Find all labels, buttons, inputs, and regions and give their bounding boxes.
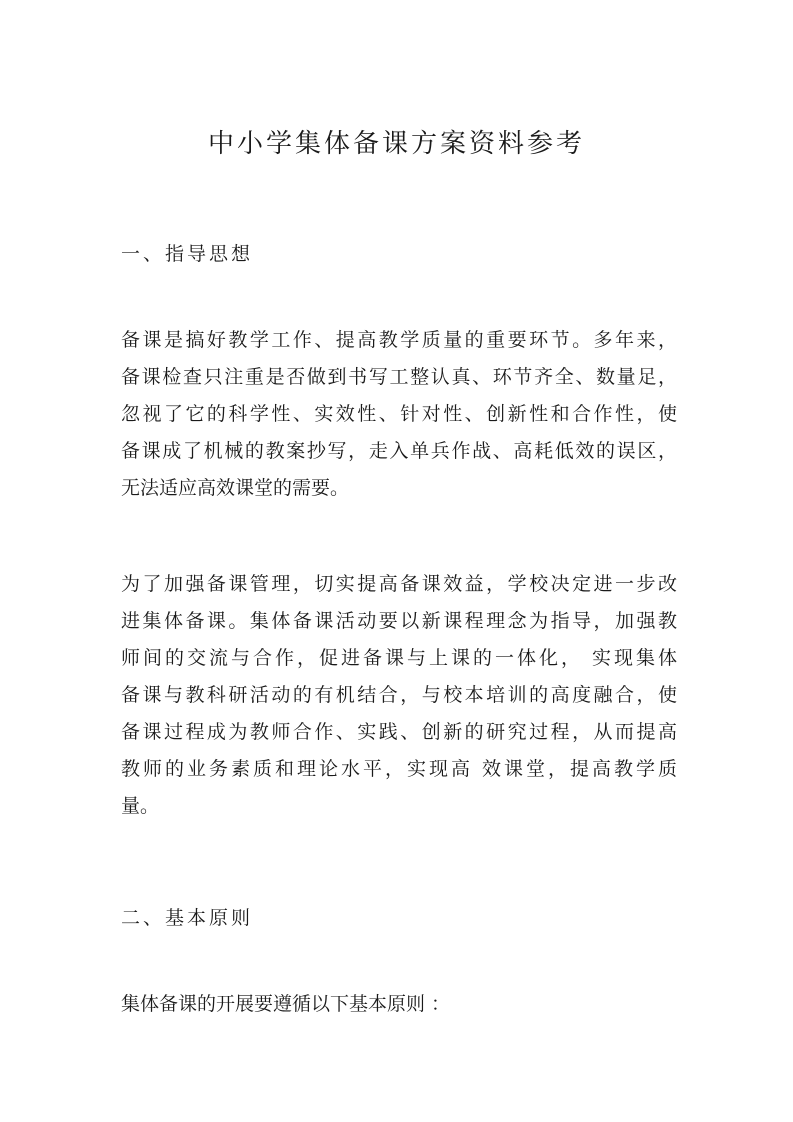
paragraph-line: 备课与教科研活动的有机结合，与校本培训的高度融合，使: [121, 684, 677, 706]
paragraph-line: 教师的业务素质和理论水平，实现高 效课堂，提高教学质: [121, 758, 677, 780]
paragraph-line: 备课过程成为教师合作、实践、创新的研究过程，从而提高: [121, 721, 677, 743]
paragraph-line: 备课是搞好教学工作、提高教学质量的重要环节。多年来，: [121, 329, 677, 351]
paragraph-importance-of-lesson-prep: [121, 322, 677, 507]
paragraph-line: 忽视了它的科学性、实效性、针对性、创新性和合作性，使: [121, 403, 677, 425]
section-heading-basic-principles: 二、基本原则: [121, 907, 254, 929]
paragraph-principles-intro: [121, 986, 677, 1023]
document-title: 中小学集体备课方案资料参考: [207, 129, 585, 159]
paragraph-line: 集体备课的开展要遵循以下基本原则 ：: [121, 993, 451, 1015]
paragraph-line: 为了加强备课管理，切实提高备课效益，学校决定进一步改: [121, 573, 677, 595]
paragraph-collective-prep-goals: [121, 566, 677, 825]
paragraph-line: 备课成了机械的教案抄写，走入单兵作战、高耗低效的误区，: [121, 440, 677, 462]
paragraph-line: 进集体备课。集体备课活动要以新课程理念为指导，加强教: [121, 610, 677, 632]
paragraph-line: 无法适应高效课堂的需要。: [121, 477, 350, 499]
section-heading-guiding-ideology: 一、指导思想: [121, 243, 254, 265]
paragraph-line: 量。: [121, 795, 160, 817]
paragraph-line: 备课检查只注重是否做到书写工整认真、环节齐全、数量足，: [121, 366, 677, 388]
paragraph-line: 师间的交流与合作，促进备课与上课的一体化， 实现集体: [121, 647, 677, 669]
